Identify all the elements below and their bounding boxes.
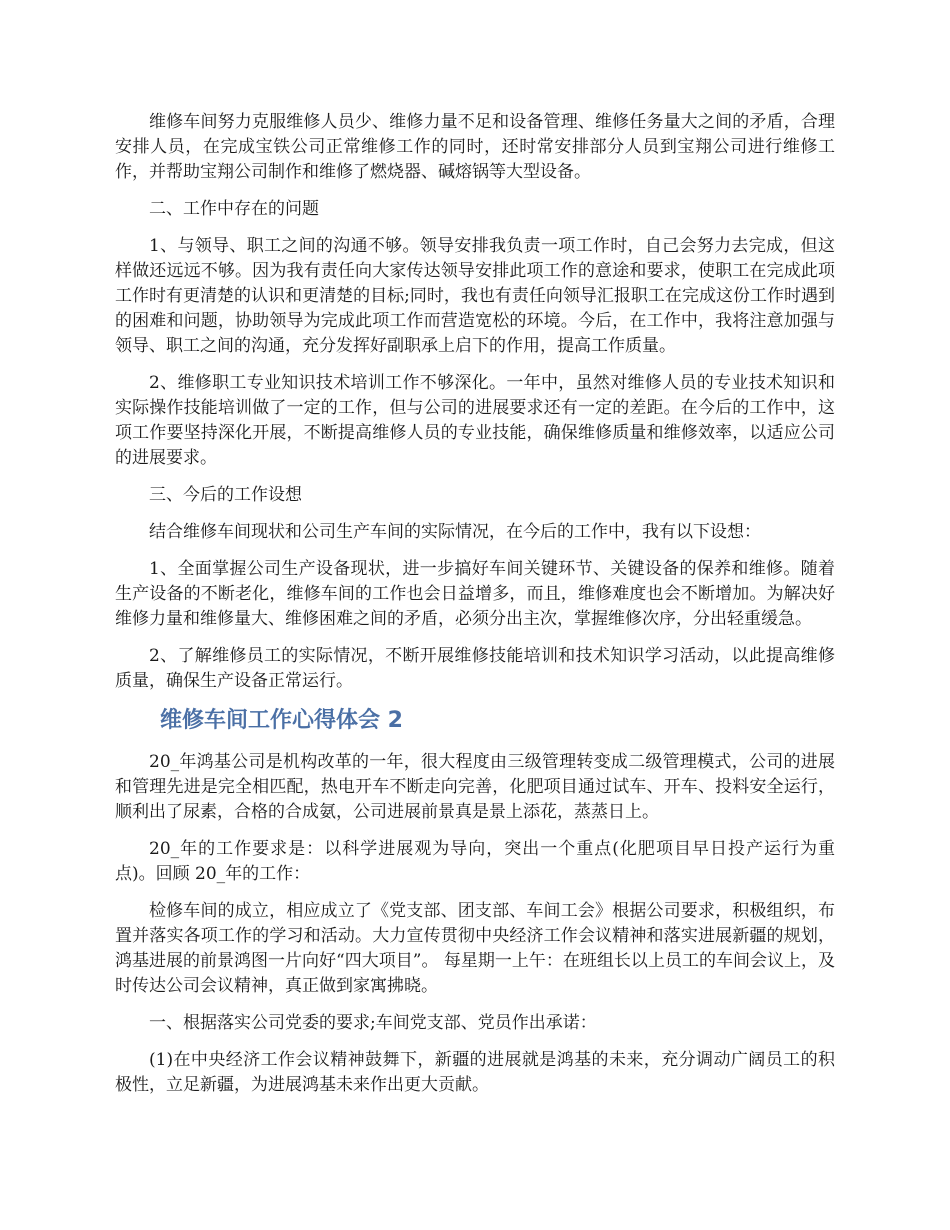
paragraph: 2、了解维修员工的实际情况，不断开展维修技能培训和技术知识学习活动，以此提高维修质量，确保生产设备正常运行。 — [115, 646, 835, 691]
paragraph: (1)在中央经济工作会议精神鼓舞下，新疆的进展就是鸿基的未来，充分调动广阔员工的积极性，立足新疆，为进展鸿基未来作出更大贡献。 — [115, 1050, 835, 1095]
paragraph: 1、全面掌握公司生产设备现状，进一步搞好车间关键环节、关键设备的保养和维修。随着生产设备的不断老化，维修车间的工作也会日益增多，而且，维修难度也会不断增加。为解决好维修力量和维修量大、维修困难之间的矛盾，必须分出主次，掌握维修次序，分出轻重缓急。 — [115, 559, 835, 629]
section-heading: 一、根据落实公司党委的要求;车间党支部、党员作出承诺： — [149, 1013, 597, 1033]
section-heading: 三、今后的工作设想 — [149, 485, 302, 505]
paragraph: 1、与领导、职工之间的沟通不够。领导安排我负责一项工作时，自己会努力去完成，但这样做还远远不够。因为我有责任向大家传达领导安排此项工作的意途和要求，使职工在完成此项工作时有更清楚的认识和更清楚的目标;同时，我也有责任向领导汇报职工在完成这份工作时遇到的困难和问题，协助领导为完成此项工作而营造宽松的环境。今后，在工作中，我将注意加强与领导、职工之间的沟通，充分发挥好副职承上启下的作用，提高工作质量。 — [115, 236, 835, 356]
paragraph: 2、维修职工专业知识技术培训工作不够深化。一年中，虽然对维修人员的专业技术知识和实际操作技能培训做了一定的工作，但与公司的进展要求还有一定的差距。在今后的工作中，这项工作要坚持深化开展，不断提高维修人员的专业技能，确保维修质量和维修效率，以适应公司的进展要求。 — [115, 373, 835, 468]
document-page — [115, 110, 835, 1110]
paragraph: 20_年的工作要求是：以科学进展观为导向，突出一个重点(化肥项目早日投产运行为重点)。回顾 20_年的工作： — [115, 839, 835, 884]
paragraph: 检修车间的成立，相应成立了《党支部、团支部、车间工会》根据公司要求，积极组织，布置并落实各项工作的学习和活动。大力宣传贯彻中央经济工作会议精神和落实进展新疆的规划，鸿基进展的前景鸿图一片向好“四大项目”。 每星期一上午：在班组长以上员工的车间会议上，及时传达公司会议精神，真正做到家寓拂晓。 — [115, 901, 835, 996]
paragraph: 结合维修车间现状和公司生产车间的实际情况，在今后的工作中，我有以下设想： — [149, 522, 761, 542]
paragraph: 维修车间努力克服维修人员少、维修力量不足和设备管理、维修任务量大之间的矛盾，合理安排人员，在完成宝铁公司正常维修工作的同时，还时常安排部分人员到宝翔公司进行维修工作，并帮助宝翔公司制作和维修了燃烧器、碱熔锅等大型设备。 — [115, 112, 835, 182]
section-heading: 二、工作中存在的问题 — [149, 199, 319, 219]
article-title: 维修车间工作心得体会 2 — [160, 708, 403, 733]
paragraph: 20_年鸿基公司是机构改革的一年，很大程度由三级管理转变成二级管理模式，公司的进展和管理先进是完全相匹配，热电开车不断走向完善，化肥项目通过试车、开车、投料安全运行，顺利出了尿素，合格的合成氨，公司进展前景真是景上添花，蒸蒸日上。 — [115, 752, 835, 822]
